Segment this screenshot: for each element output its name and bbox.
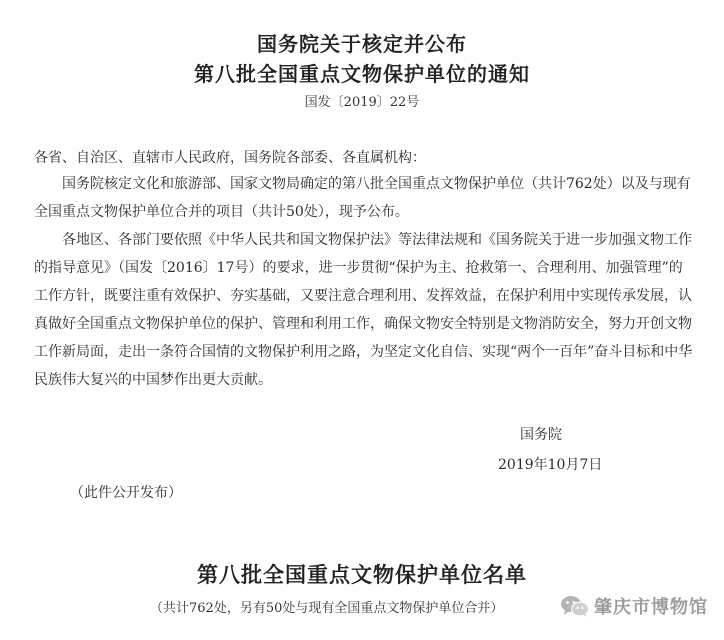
salutation: 各省、自治区、直辖市人民政府，国务院各部委、各直属机构： bbox=[34, 150, 426, 166]
notice-title-line1: 国务院关于核定并公布 bbox=[257, 32, 467, 56]
public-release-note: （此件公开发布） bbox=[70, 485, 182, 501]
watermark bbox=[556, 591, 712, 621]
issue-date: 2019年10月7日 bbox=[498, 457, 603, 473]
wechat-icon bbox=[560, 594, 590, 618]
paragraph-1: 国务院核定文化和旅游部、国家文物局确定的第八批全国重点文物保护单位（共计762处）以及与现有全国重点文物保护单位合并的项目（共计50处），现予公布。 bbox=[34, 176, 691, 220]
paragraph-2: 各地区、各部门要依照《中华人民共和国文物保护法》等法律法规和《国务院关于进一步加强文物工作的指导意见》（国发〔2016〕17号）的要求，进一步贯彻“保护为主、抢救第一、合理利用、加强管理”的工作方针，既要注重有效保护、夯实基础，又要注意合理利用、发挥效益，在保护利用中实现传承发展，认真做好全国重点文物保护单位的保护、管理和利用工作，确保文物安全特别是文物消防安全，努力开创文物工作新局面，走出一条符合国情的文物保护利用之路，为坚定文化自信、实现“两个一百年”奋斗目标和中华民族伟大复兴的中国梦作出更大贡献。 bbox=[34, 232, 693, 388]
notice-title-line2: 第八批全国重点文物保护单位的通知 bbox=[194, 62, 530, 86]
document-number: 国发〔2019〕22号 bbox=[304, 95, 420, 110]
list-subtitle: （共计762处，另有50处与现有全国重点文物保护单位合并） bbox=[150, 601, 504, 616]
issuer-signature: 国务院 bbox=[520, 427, 562, 443]
watermark-text: 肇庆市博物馆 bbox=[594, 597, 708, 618]
list-title: 第八批全国重点文物保护单位名单 bbox=[197, 563, 527, 587]
